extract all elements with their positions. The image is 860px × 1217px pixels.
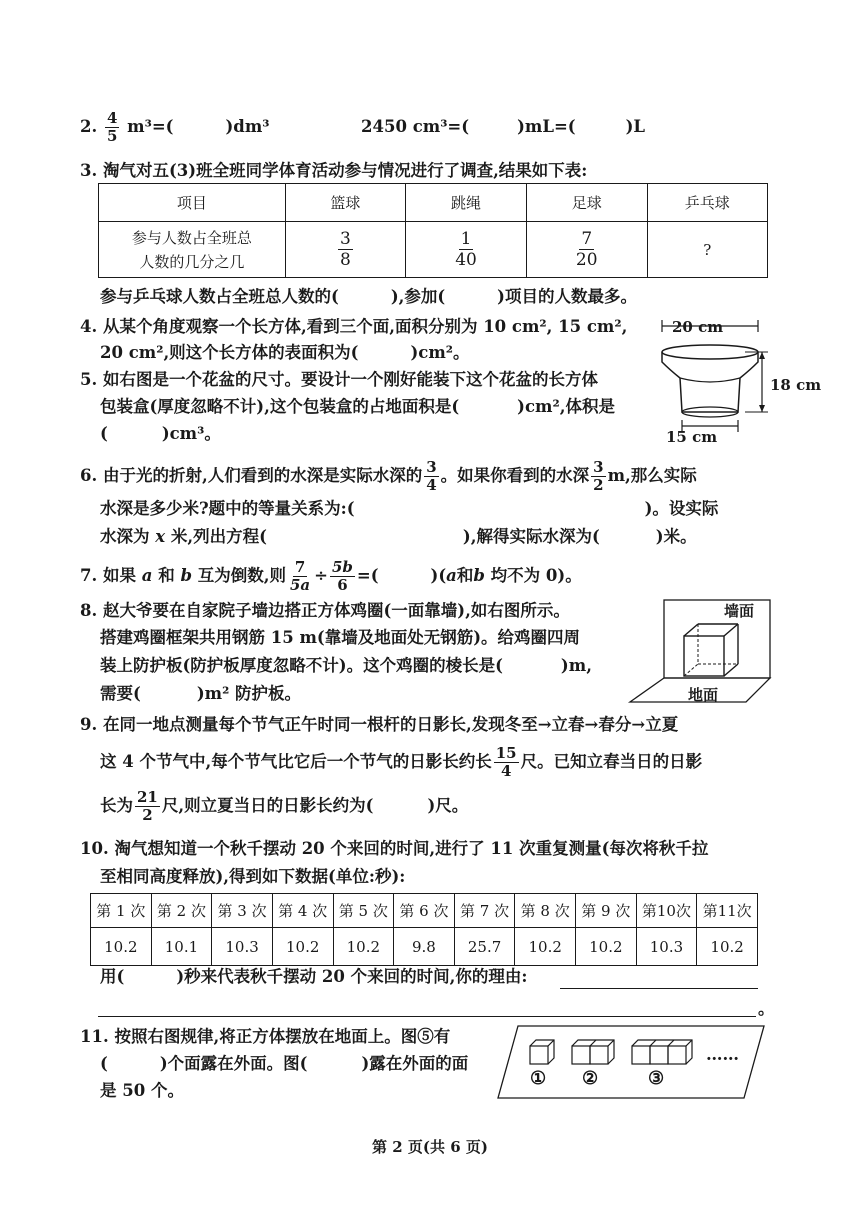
cube-group-3 (632, 1040, 692, 1064)
q10-header-cell: 第 9 次 (576, 894, 637, 928)
q3-header: 项目 (99, 184, 286, 222)
q10-header-cell: 第 2 次 (151, 894, 212, 928)
q3-header: 篮球 (285, 184, 405, 222)
q5-line3: ( )cm³。 (100, 424, 221, 443)
q10-value-cell: 10.3 (636, 928, 697, 966)
q6-line1: 6. 由于光的折射,人们看到的水深是实际水深的 $\frac{3}{4}$ 。如果你看到的水深 $\frac{3}{2}$ m,那么实际 (80, 458, 697, 494)
q10-header-cell: 第10次 (636, 894, 697, 928)
cube-label-3: ③ (648, 1068, 665, 1089)
flower-pot-height-label: 18 cm (770, 376, 822, 394)
q6-line2: 水深是多少米?题中的等量关系为:( )。设实际 (100, 499, 719, 518)
q2-part2: 2450 cm³=( (361, 117, 470, 136)
q3-header: 跳绳 (406, 184, 527, 222)
q3-answer-line: 参与乒乓球人数占全班总人数的( ),参加( )项目的人数最多。 (100, 287, 637, 306)
wall-label: 墙面 (724, 602, 755, 620)
q11-line3: 是 50 个。 (100, 1081, 184, 1100)
q10-value-cell: 10.2 (91, 928, 152, 966)
cube-group-1 (530, 1040, 554, 1064)
q10-value-cell: 10.2 (576, 928, 637, 966)
q3-table (98, 183, 768, 278)
q9-line2: 这 4 个节气中,每个节气比它后一个节气的日影长约长 $\frac{15}{4}$ 尺。已知立春当日的日影 (100, 744, 703, 780)
q10-table (90, 893, 758, 966)
q3-header: 足球 (526, 184, 647, 222)
page-number: 第 2 页(共 6 页) (372, 1138, 488, 1156)
q10-header-cell: 第 5 次 (333, 894, 394, 928)
q6-line3: 水深为 x 米,列出方程( ),解得实际水深为( )米。 (100, 527, 697, 546)
q10-value-cell: 10.2 (697, 928, 758, 966)
q10-value-row (91, 928, 758, 966)
q10-value-cell: 10.1 (151, 928, 212, 966)
q10-line2: 至相同高度释放),得到如下数据(单位:秒): (100, 867, 406, 886)
q3-cell-unknown: ? (647, 222, 767, 278)
q2-fraction: $\frac{4}{5}$ (106, 109, 118, 145)
q5-line1: 5. 如右图是一个花盆的尺寸。要设计一个刚好能装下这个花盆的长方体 (80, 370, 598, 389)
q10-period: 。 (758, 999, 775, 1018)
q9-line3: 长为 $\frac{21}{2}$ 尺,则立夏当日的日影长约为( )尺。 (100, 788, 469, 824)
cube-ellipsis: …… (706, 1045, 739, 1064)
q10-value-cell: 10.2 (272, 928, 333, 966)
q10-header-cell: 第 8 次 (515, 894, 576, 928)
q2-part1b: )dm³ (225, 117, 270, 136)
q10-value-cell: 10.3 (212, 928, 273, 966)
q10-value-cell: 10.2 (515, 928, 576, 966)
flower-pot-bottom-label: 15 cm (666, 428, 718, 446)
q3-row-label: 参与人数占全班总 人数的几分之几 (99, 222, 286, 278)
q5-line2: 包装盒(厚度忽略不计),这个包装盒的占地面积是( )cm²,体积是 (100, 397, 615, 416)
q2-number: 2. (80, 117, 98, 136)
q11-line2: ( )个面露在外面。图( )露在外面的面 (100, 1054, 469, 1073)
q2-part2c: )L (625, 117, 645, 136)
q3-cell-fraction: $\frac{3}{8}$ (285, 222, 405, 278)
q2-part2b: )mL=( (517, 117, 576, 136)
q3-text: 3. 淘气对五(3)班全班同学体育活动参与情况进行了调查,结果如下表: (80, 161, 588, 180)
q4-line1: 4. 从某个角度观察一个长方体,看到三个面,面积分别为 10 cm², 15 cm², (80, 317, 628, 336)
q9-line1: 9. 在同一地点测量每个节气正午时同一根杆的日影长,发现冬至→立春→春分→立夏 (80, 715, 679, 734)
q2-line (80, 110, 645, 145)
q7-line: 7. 如果 a 和 b 互为倒数,则 $\frac{7}{5a}$ ÷ $\frac{5b}{6}$ =( )(a和b 均不为 0)。 (80, 558, 582, 594)
q10-reason-blank[interactable] (560, 988, 758, 989)
q8-line1: 8. 赵大爷要在自家院子墙边搭正方体鸡圈(一面靠墙),如右图所示。 (80, 601, 570, 620)
q10-reason-blank-2[interactable] (98, 1016, 756, 1017)
q8-line3: 装上防护板(防护板厚度忽略不计)。这个鸡圈的棱长是( )m, (100, 656, 592, 675)
q10-answer-line: 用( )秒来代表秋千摆动 20 个来回的时间,你的理由: (100, 967, 528, 986)
q11-line1: 11. 按照右图规律,将正方体摆放在地面上。图⑤有 (80, 1027, 451, 1046)
q10-header-cell: 第11次 (697, 894, 758, 928)
q4-line2: 20 cm²,则这个长方体的表面积为( )cm²。 (100, 343, 470, 362)
q10-line1: 10. 淘气想知道一个秋千摆动 20 个来回的时间,进行了 11 次重复测量(每次将秋千拉 (80, 839, 709, 858)
q10-header-cell: 第 1 次 (91, 894, 152, 928)
q10-header-cell: 第 7 次 (454, 894, 515, 928)
q3-cell-fraction: $\frac{1}{40}$ (406, 222, 527, 278)
q10-value-cell: 25.7 (454, 928, 515, 966)
q10-header-cell: 第 3 次 (212, 894, 273, 928)
q10-value-cell: 10.2 (333, 928, 394, 966)
q10-header-cell: 第 4 次 (272, 894, 333, 928)
q8-line2: 搭建鸡圈框架共用钢筋 15 m(靠墙及地面处无钢筋)。给鸡圈四周 (100, 628, 581, 647)
q3-cell-fraction: $\frac{7}{20}$ (526, 222, 647, 278)
cube-label-1: ① (530, 1068, 547, 1089)
q2-part1: m³=( (127, 117, 174, 136)
cube-group-2 (572, 1040, 614, 1064)
cube-label-2: ② (582, 1068, 599, 1089)
q3-header: 乒乓球 (647, 184, 767, 222)
q8-line4: 需要( )m² 防护板。 (100, 684, 302, 703)
q10-header-cell: 第 6 次 (394, 894, 455, 928)
q10-value-cell: 9.8 (394, 928, 455, 966)
flower-pot-top-label: 20 cm (672, 318, 724, 336)
q10-header-row (91, 894, 758, 928)
ground-label: 地面 (688, 686, 719, 704)
